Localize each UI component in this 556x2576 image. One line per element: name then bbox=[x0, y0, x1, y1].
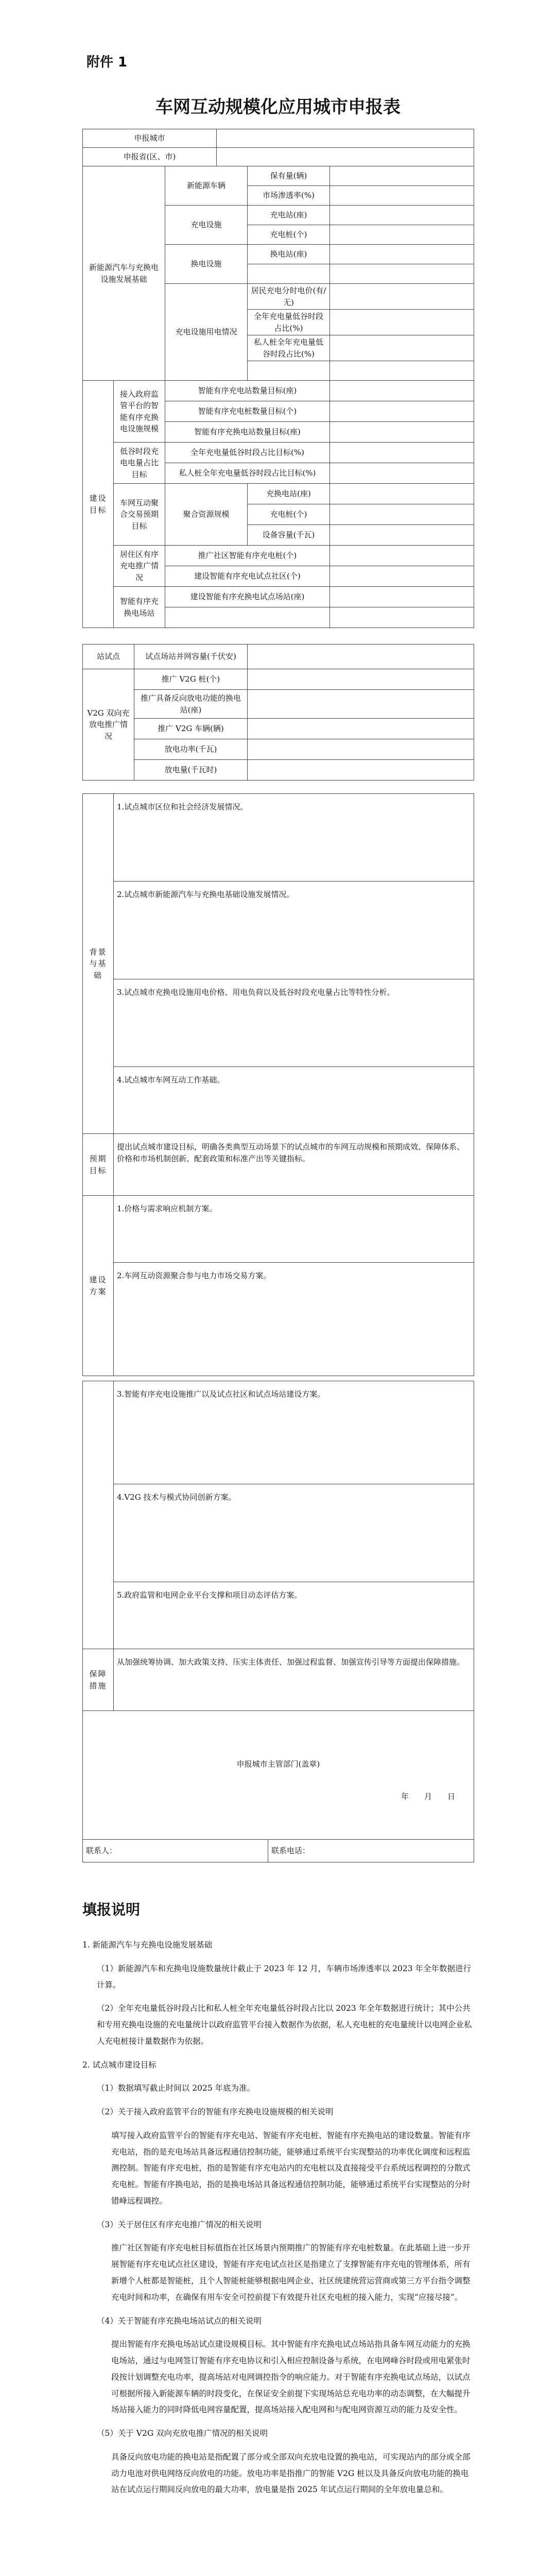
goal-agg-piles-label: 充电桩(个) bbox=[248, 504, 330, 525]
v2g-item-vehicles: 推广 V2G 车辆(辆) bbox=[134, 719, 248, 739]
guarantee-text[interactable]: 从加强统筹协调、加大政策支持、压实主体责任、加强过程监督、加强宣传引导等方面提出保障措施。 bbox=[114, 1649, 474, 1711]
note-item: （5）关于 V2G 双向充放电推广情况的相关说明 bbox=[97, 2429, 268, 2438]
note-item: 具备反向放电功能的换电站是指配置了部分或全部双向充放电设置的换电站，可实现站内的部分或全部动力电池对供电网络反向放电的功能。放电功率是指推广的智能 V2G 桩以及具备反向放电功能的换电站在试点运行期间反向放电的最大功率，放电量是指 2025 年试点运行期间的全年放电量总和。 bbox=[111, 2452, 471, 2495]
goal-smart-stations-input[interactable] bbox=[330, 381, 474, 401]
goal-pilot-site-input[interactable] bbox=[330, 587, 474, 607]
note-item: 推广社区智能有序充电桩目标值指在社区场景内预期推广的智能有序充电桩数量。在此基础上进一步开展智能有序充电试点社区建设，智能有序充电试点社区是指建立了支撑智能有序充电的管理体系，所有新增个人桩都是智能桩，且个人智能桩能够根据电网企业、社区统建统营运营商或第三方平台指令调整充电时间和功率，在确保有用车安全可控前提下有效提升社区充电桩的接入能力，实现“应接尽接”。 bbox=[111, 2243, 471, 2302]
goal-valley-label: 低谷时段充电电量占比目标 bbox=[114, 443, 165, 484]
target-label: 预期目标 bbox=[83, 1134, 114, 1196]
v2g-item-piles: 推广 V2G 桩(个) bbox=[134, 669, 248, 690]
v2g-col1-label: 站试点 bbox=[83, 645, 134, 669]
plan-cont-table bbox=[82, 1381, 474, 1862]
page-title: 车网互动规模化应用城市申报表 bbox=[155, 97, 401, 117]
v2g-piles-input[interactable] bbox=[248, 669, 474, 690]
goal-smart-site-label: 智能有序充换电场站 bbox=[114, 587, 165, 628]
goal-pilot-community-input[interactable] bbox=[330, 566, 474, 587]
background-p1[interactable]: 1.试点城市区位和社会经济发展情况。 bbox=[114, 794, 474, 882]
nev-penetration-label: 市场渗透率(%) bbox=[248, 186, 330, 206]
goal-pilot-community-label: 建设智能有序充电试点社区(个) bbox=[165, 566, 330, 587]
note-item: （2）全年充电量低谷时段占比和私人桩全年充电量低谷时段占比以 2023 年全年数据进行统计；其中公共和专用充换电设施的充电量统计以政府监管平台接入数据作为依据，私人充电桩的充电量统计以电网企业私人充电桩接计量数据作为依据。 bbox=[97, 2004, 472, 2046]
resident-price-input[interactable] bbox=[330, 284, 474, 310]
v2g-item-swap: 推广具备反向放电功能的换电站(座) bbox=[134, 690, 248, 719]
attachment-label: 附件 1 bbox=[86, 55, 128, 70]
goal-valley-share-label: 全年充电量低谷时段占比目标(%) bbox=[165, 443, 330, 463]
note-item: 1. 新能源汽车与充换电设施发展基础 bbox=[82, 1940, 213, 1950]
goal-platform-label: 接入政府监管平台的智能有序充换电设施规模 bbox=[114, 381, 165, 443]
v2g-energy-input[interactable] bbox=[248, 760, 474, 781]
v2g-power-input[interactable] bbox=[248, 739, 474, 760]
city-input[interactable] bbox=[217, 129, 474, 148]
plan-p2[interactable]: 2.车网互动资源聚合参与电力市场交易方案。 bbox=[114, 1263, 474, 1376]
v2g-swap-input[interactable] bbox=[248, 690, 474, 719]
note-item: 填写接入政府监管平台的智能有序充电站、智能有序充电桩、智能有序充换电站的建设数量。智能有序充电站，指的是充电场站具备远程通信控制功能，能够通过系统平台实现整站的功率优化调度和远程监测控制。智能有序充电桩，指的是智能有序充电站内的充电桩以及直接接受平台系统远程调控的分散式充电桩。智能有序换电站，指的是换电场站具备远程通信控制功能，能够通过系统平台实现整站的分时错峰远程调控。 bbox=[111, 2130, 471, 2206]
goal-pilot-site-label: 建设智能有序充换电试点场站(座) bbox=[165, 587, 330, 607]
goal-blank-input[interactable] bbox=[330, 607, 474, 628]
plan-p3[interactable]: 3.智能有序充电设施推广以及试点社区和试点场站建设方案。 bbox=[114, 1381, 474, 1484]
charging-facilities-label: 充电设施 bbox=[165, 206, 248, 245]
valley-share-input[interactable] bbox=[330, 310, 474, 335]
background-p4[interactable]: 4.试点城市车网互动工作基础。 bbox=[114, 1067, 474, 1134]
main-form-table bbox=[82, 129, 474, 628]
goal-community-piles-input[interactable] bbox=[330, 546, 474, 566]
note-item: （1）数据填写截止时间以 2025 年底为准。 bbox=[97, 2083, 255, 2093]
goal-community-piles-label: 推广社区智能有序充电桩(个) bbox=[165, 546, 330, 566]
contact-person-label[interactable]: 联系人： bbox=[83, 1840, 268, 1862]
notes-title: 填报说明 bbox=[82, 1901, 141, 1918]
charging-piles-input[interactable] bbox=[330, 225, 474, 245]
v2g-group-label: V2G 双向充放电推广情况 bbox=[83, 669, 134, 781]
goal-agg-piles-input[interactable] bbox=[330, 504, 474, 525]
nev-penetration-input[interactable] bbox=[330, 186, 474, 206]
city-label: 申报城市 bbox=[83, 129, 217, 148]
goal-smart-piles-label: 智能有序充电桩数量目标(个) bbox=[165, 401, 330, 422]
goal-smart-piles-input[interactable] bbox=[330, 401, 474, 422]
charging-stations-input[interactable] bbox=[330, 206, 474, 225]
plan-p4[interactable]: 4.V2G 技术与模式协同创新方案。 bbox=[114, 1484, 474, 1582]
note-item: （4）关于智能有序充换电场站试点的相关说明 bbox=[97, 2316, 262, 2326]
goal-agg-stations-label: 充换电站(座) bbox=[248, 484, 330, 504]
notes-body bbox=[82, 1937, 474, 2505]
v2g-item-energy: 放电量(千瓦时) bbox=[134, 760, 248, 781]
charging-piles-label: 充电桩(个) bbox=[248, 225, 330, 245]
plan-cont-label bbox=[83, 1381, 114, 1649]
background-p2[interactable]: 2.试点城市新能源汽车与充换电基础设施发展情况。 bbox=[114, 882, 474, 979]
province-label: 申报省(区、市) bbox=[83, 148, 217, 166]
goal-agg-capacity-input[interactable] bbox=[330, 525, 474, 546]
note-item: 提出智能有序充换电场站试点建设规模目标。其中智能有序充换电试点场站指具备车网互动能力的充换电场站，通过与电网签订智能有序充电协议和引入相应控制设备与系统，在电网峰谷时段或用电紧张时段按计划调整充电功率，提高场站对电网调控指令的响应能力。对于智能有序充换电试点场站，以试点可根据所接入新能源车辆的时段变化，在保证安全前提下实现场站总充电功率的动态调整，在大幅提升场站接入能力的同时降低电网容量配置，提高场站接入配电网和与配电网资源互动的能力及安全性。 bbox=[111, 2340, 471, 2415]
goal-smart-swap-label: 智能有序充换电站数量目标(座) bbox=[165, 422, 330, 443]
signature-block bbox=[83, 1711, 474, 1840]
narrative-table bbox=[82, 793, 474, 1376]
v2g-col2-label: 试点场站并网容量(千伏安) bbox=[134, 645, 248, 669]
swapping-facilities-label: 换电设施 bbox=[165, 245, 248, 284]
goal-blank-label bbox=[165, 607, 330, 628]
signature-date: 年 月 日 bbox=[401, 1791, 456, 1801]
guarantee-label: 保障措施 bbox=[83, 1649, 114, 1711]
v2g-item-power: 放电功率(千瓦) bbox=[134, 739, 248, 760]
note-item: （2）关于接入政府监管平台的智能有序充换电设施规模的相关说明 bbox=[97, 2107, 334, 2117]
note-item: （1）新能源汽车和充换电设施数量统计截止于 2023 年 12 月，车辆市场渗透率以 2023 年全年数据进行计算。 bbox=[97, 1963, 472, 1990]
goals-group-label: 建设目标 bbox=[83, 381, 114, 628]
goal-valley-share-input[interactable] bbox=[330, 443, 474, 463]
charging-stations-label: 充电站(座) bbox=[248, 206, 330, 225]
note-item: （3）关于居住区有序充电推广情况的相关说明 bbox=[97, 2219, 262, 2229]
goal-private-valley-input[interactable] bbox=[330, 463, 474, 484]
v2g-vehicles-input[interactable] bbox=[248, 719, 474, 739]
charging-usage-label: 充电设施用电情况 bbox=[165, 284, 248, 381]
usage-blank-label bbox=[248, 361, 330, 381]
valley-share-label: 全年充电量低谷时段占比(%) bbox=[248, 310, 330, 335]
goal-agg-capacity-label: 设备容量(千瓦) bbox=[248, 525, 330, 546]
goal-smart-stations-label: 智能有序充电站数量目标(座) bbox=[165, 381, 330, 401]
background-label: 背景与基础 bbox=[83, 794, 114, 1134]
swapping-blank-label bbox=[248, 264, 330, 284]
nev-ownership-label: 保有量(辆) bbox=[248, 166, 330, 186]
usage-blank-input[interactable] bbox=[330, 361, 474, 381]
goal-residential-label: 居住区有序充电推广情况 bbox=[114, 546, 165, 587]
province-input[interactable] bbox=[217, 148, 474, 166]
resident-price-label: 居民充电分时电价(有/无) bbox=[248, 284, 330, 310]
target-text[interactable]: 提出试点城市建设目标，明确各类典型互动场景下的试点城市的车网互动规模和预期成效、保障体系、价格和市场机制创新、配套政策和标准产出等关键指标。 bbox=[114, 1134, 474, 1196]
nev-ownership-input[interactable] bbox=[330, 166, 474, 186]
swapping-stations-input[interactable] bbox=[330, 245, 474, 264]
goal-agg-stations-input[interactable] bbox=[330, 484, 474, 504]
note-item: 2. 试点城市建设目标 bbox=[82, 2060, 157, 2070]
nev-group-label: 新能源汽车与充换电设施发展基础 bbox=[83, 166, 165, 381]
signature-org: 申报城市主管部门(盖章) bbox=[236, 1759, 320, 1769]
background-p3[interactable]: 3.试点城市充换电设施用电价格、用电负荷以及低谷时段充电量占比等特性分析。 bbox=[114, 979, 474, 1067]
goal-aggregation-scale-label: 聚合资源规模 bbox=[165, 484, 248, 546]
nev-vehicles-label: 新能源车辆 bbox=[165, 166, 248, 206]
plan-p5[interactable]: 5.政府监管和电网企业平台支撑和项目动态评估方案。 bbox=[114, 1582, 474, 1649]
goal-aggregation-label: 车网互动聚合交易预期目标 bbox=[114, 484, 165, 546]
swapping-stations-label: 换电站(座) bbox=[248, 245, 330, 264]
private-valley-share-input[interactable] bbox=[330, 335, 474, 361]
goal-smart-swap-input[interactable] bbox=[330, 422, 474, 443]
v2g-table bbox=[82, 644, 474, 781]
plan-label: 建设方案 bbox=[83, 1196, 114, 1376]
contact-phone-label[interactable]: 联系电话： bbox=[268, 1840, 474, 1862]
goal-private-valley-label: 私人桩全年充电量低谷时段占比目标(%) bbox=[165, 463, 330, 484]
private-valley-share-label: 私人桩全年充电量低谷时段占比(%) bbox=[248, 335, 330, 361]
swapping-blank-input[interactable] bbox=[330, 264, 474, 284]
plan-p1[interactable]: 1.价格与需求响应机制方案。 bbox=[114, 1196, 474, 1263]
v2g-capacity-input[interactable] bbox=[248, 645, 474, 669]
